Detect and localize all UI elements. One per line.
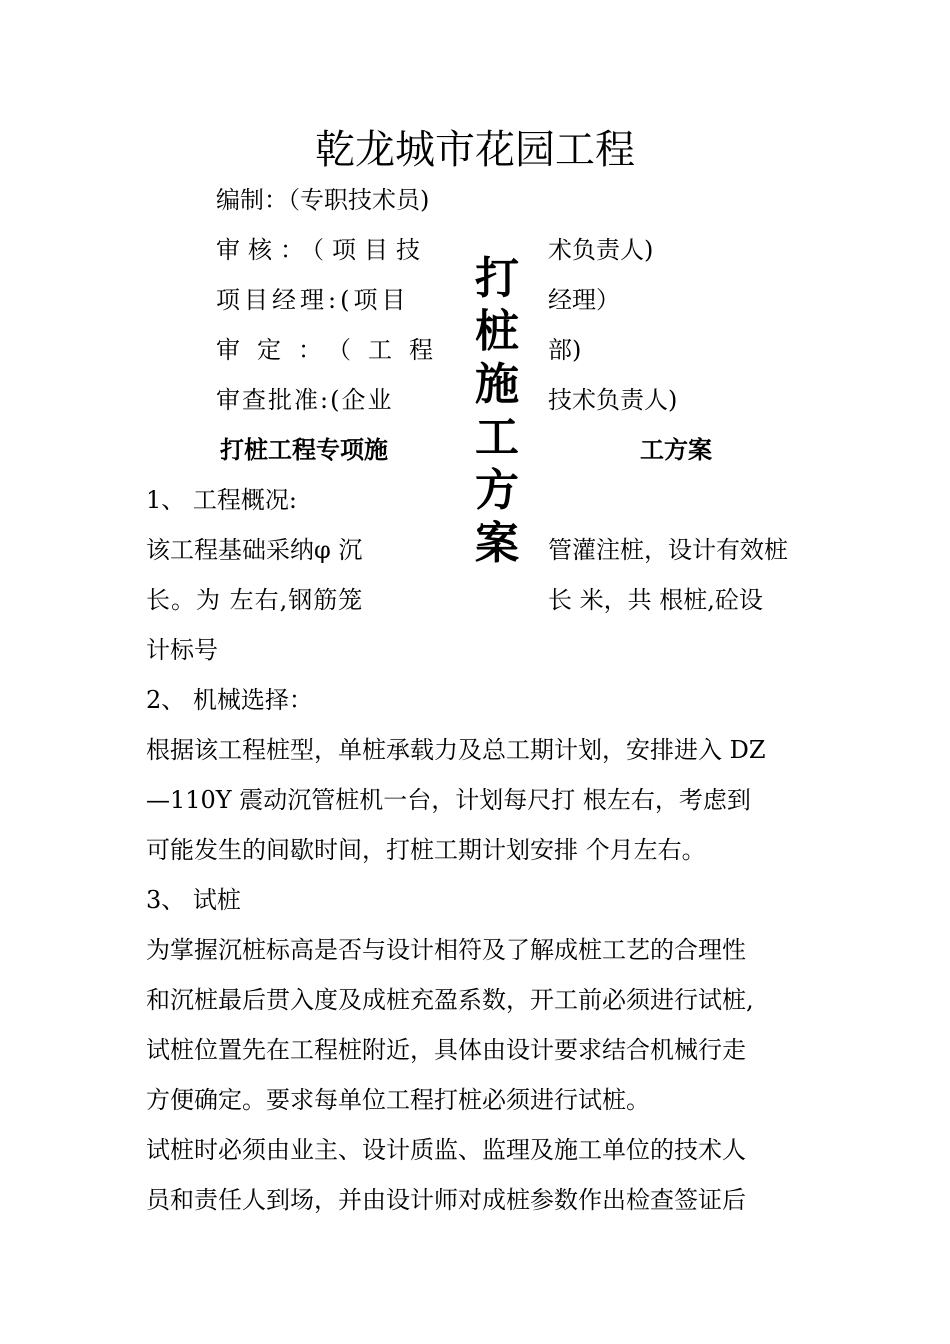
section-3-line1: 为掌握沉桩标高是否与设计相符及了解成桩工艺的合理性 [146,936,746,964]
section-1-line1-left: 该工程基础采纳φ 沉 [146,536,363,564]
section-1-line1-right: 管灌注桩，设计有效桩 [548,536,788,564]
approver-left: 审定：（工程 [216,336,450,364]
manager-right: 经理） [548,286,620,314]
section-3-heading: 3、 试桩 [146,886,241,914]
subtitle-left: 打桩工程专项施 [220,435,388,464]
subtitle-right: 工方案 [640,435,712,464]
final-approver-left: 审查批准:(企业 [216,386,394,414]
section-1-heading: 1、 工程概况: [146,486,297,514]
section-2-line3: 可能发生的间歇时间，打桩工期计划安排 个月左右。 [146,836,706,864]
section-1-line3: 计标号 [146,636,218,664]
reviewer-left: 审核：（项目技 [216,236,428,264]
section-3-line4: 方便确定。要求每单位工程打桩必须进行试桩。 [146,1086,650,1114]
compiler-line: 编制：（专职技术员) [216,186,430,214]
reviewer-right: 术负责人) [548,236,654,264]
vertical-title: 打桩施工方案 [475,253,519,569]
section-3-line2: 和沉桩最后贯入度及成桩充盈系数，开工前必须进行试桩, [146,986,754,1014]
manager-left: 项目经理:(项目 [216,286,410,314]
section-3-line5: 试桩时必须由业主、设计质监、监理及施工单位的技术人 [146,1136,746,1164]
final-approver-right: 技术负责人) [548,386,678,414]
section-3-line3: 试桩位置先在工程桩附近，具体由设计要求结合机械行走 [146,1036,746,1064]
section-3-line6: 员和责任人到场，并由设计师对成桩参数作出检查签证后 [146,1186,746,1214]
page-title: 乾龙城市花园工程 [315,127,635,173]
approver-right: 部) [548,336,582,364]
section-2-line2: —110Y 震动沉管桩机一台，计划每尺打 根左右，考虑到 [146,786,751,814]
section-1-line2-right: 长 米，共 根桩,砼设 [548,586,763,614]
section-2-line1: 根据该工程桩型，单桩承载力及总工期计划，安排进入 DZ [146,736,766,764]
section-2-heading: 2、 机械选择： [146,686,313,714]
section-1-line2-left: 长。为 左右,钢筋笼 [146,586,364,614]
